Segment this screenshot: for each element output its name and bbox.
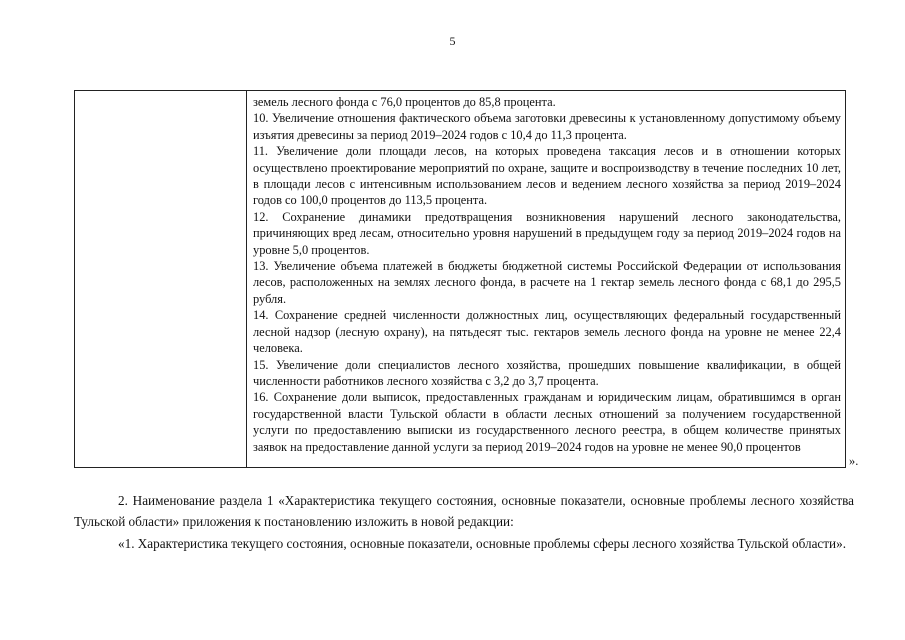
indicator-9-tail: земель лесного фонда с 76,0 процентов до 85,8 процента. [253, 95, 556, 109]
indicators-table [74, 90, 846, 468]
indicator-13: 13. Увеличение объема платежей в бюджеты бюджетной системы Российской Федерации от использования лесов, расположенных на землях лесного фонда, в расчете на 1 гектар земель лесного фонда с 68,1 до 295,5 рубля. [253, 259, 841, 306]
closing-quote: ». [849, 454, 859, 468]
page-number: 5 [449, 34, 456, 48]
table-right-cell [247, 91, 846, 468]
indicator-14: 14. Сохранение средней численности должностных лиц, осуществляющих федеральный государственный лесной надзор (лесную охрану), на пятьдесят тыс. гектаров земель лесного фонда на уровне не менее 22,4 человека. [253, 308, 841, 356]
indicator-10: 10. Увеличение отношения фактического объема заготовки древесины к установленному допустимому объему изъятия древесины за период 2019–2024 годов с 10,4 до 11,3 процента. [253, 111, 841, 142]
indicator-12: 12. Сохранение динамики предотвращения возникновения нарушений лесного законодательства, причиняющих вред лесам, относительно уровня нарушений в предыдущем году за период 2019–2024 годов на уровне 5,0 процентов. [253, 209, 841, 257]
table-left-cell [75, 91, 247, 468]
new-section-title-paragraph: «1. Характеристика текущего состояния, основные показатели, основные проблемы сферы лесного хозяйства Тульской области». [118, 536, 846, 551]
amendment-paragraph-2: 2. Наименование раздела 1 «Характеристика текущего состояния, основные показатели, основные проблемы лесного хозяйства Тульской области» приложения к постановлению изложить в новой редакции: [74, 493, 854, 529]
table-row [75, 91, 846, 468]
indicator-15: 15. Увеличение доли специалистов лесного хозяйства, прошедших повышение квалификации, в общей численности работников лесного хозяйства с 3,2 до 3,7 процента. [253, 357, 841, 388]
indicator-16: 16. Сохранение доли выписок, предоставленных гражданам и юридическим лицам, обратившимся в орган государственной власти Тульской области в области лесных отношений за получением государственной услуги по предоставлению выписки из государственного лесного реестра, в общем количестве принятых заявок на предоставление данной услуги за период 2019–2024 годов на уровне не менее 90,0 процентов [253, 390, 841, 454]
indicator-11: 11. Увеличение доли площади лесов, на которых проведена таксация лесов и в отношении которых осуществлено проектирование мероприятий по охране, защите и воспроизводству в течение последних 10 лет, в площади лесов с интенсивным использованием лесов и ведением лесного хозяйства за период 2019–2024 годов со 100,0 процентов до 113,5 процента. [253, 144, 841, 208]
